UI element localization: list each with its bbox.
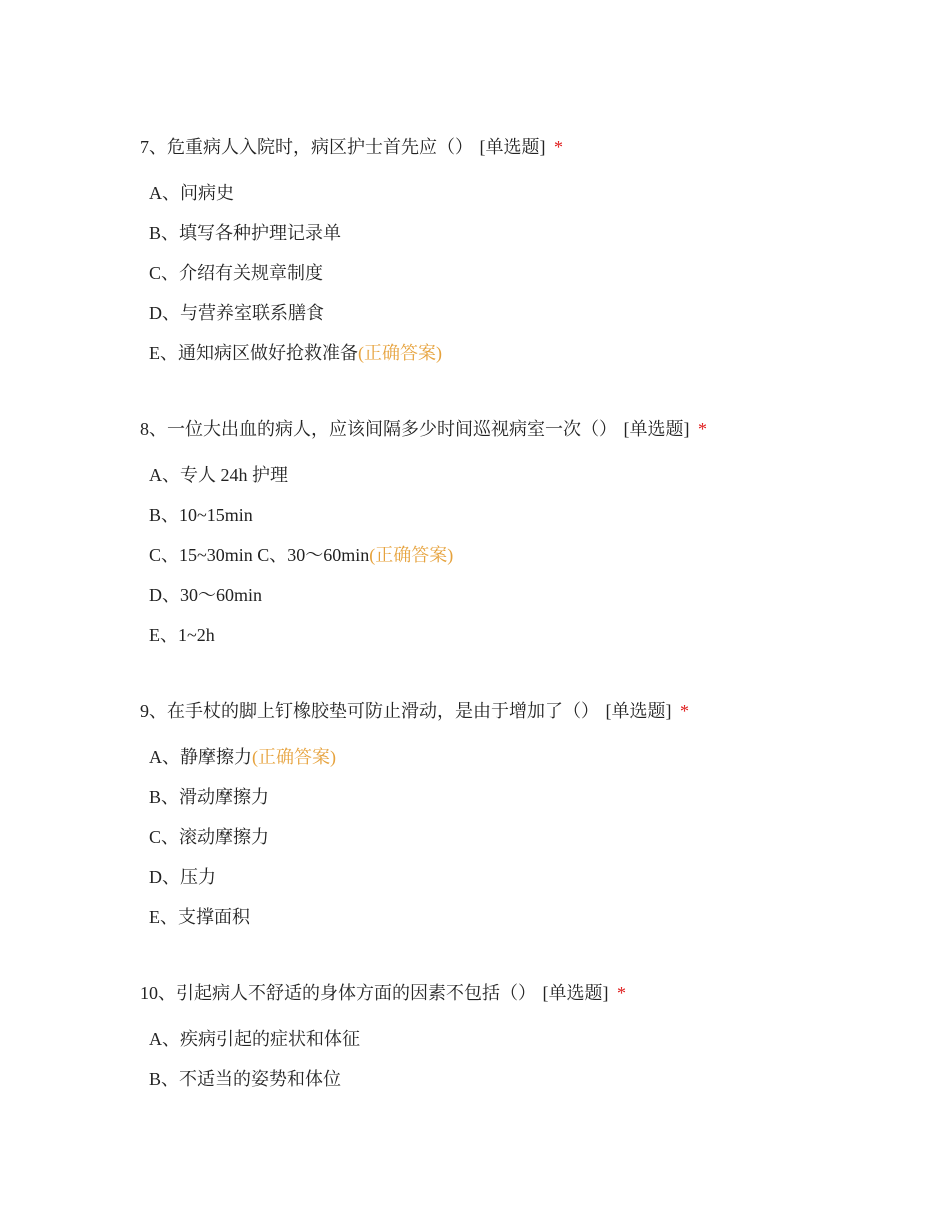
option-a[interactable] (149, 463, 900, 487)
option-c[interactable] (149, 825, 900, 849)
required-mark: * (698, 419, 707, 439)
option-list (140, 181, 900, 365)
option-text: B、滑动摩擦力 (149, 787, 270, 807)
option-text: A、静摩擦力 (149, 747, 252, 767)
question-title (140, 981, 900, 1005)
question-9 (140, 699, 900, 945)
question-title (140, 417, 900, 441)
required-mark: * (680, 701, 689, 721)
question-title (140, 135, 900, 159)
option-text: C、15~30min C、30～60min (149, 545, 370, 565)
option-a[interactable] (149, 181, 900, 205)
option-list (140, 745, 900, 929)
question-text: 8、一位大出血的病人，应该间隔多少时间巡视病室一次（） (140, 419, 617, 439)
correct-answer-tag: (正确答案) (252, 747, 336, 767)
option-text: A、疾病引起的症状和体征 (149, 1029, 360, 1049)
option-list (140, 1027, 900, 1091)
option-text: C、介绍有关规章制度 (149, 263, 324, 283)
option-e[interactable] (149, 341, 900, 365)
option-text: B、10~15min (149, 505, 253, 525)
option-text: D、与营养室联系膳食 (149, 303, 324, 323)
question-text: 7、危重病人入院时，病区护士首先应（） (140, 137, 473, 157)
option-text: E、1~2h (149, 625, 215, 645)
question-text: 10、引起病人不舒适的身体方面的因素不包括（） (140, 983, 536, 1003)
option-a[interactable] (149, 1027, 900, 1051)
question-type: [单选题] (542, 983, 609, 1003)
option-text: E、通知病区做好抢救准备 (149, 343, 358, 363)
option-d[interactable] (149, 865, 900, 889)
option-b[interactable] (149, 221, 900, 245)
question-10 (140, 981, 900, 1107)
option-d[interactable] (149, 301, 900, 325)
question-8 (140, 417, 900, 663)
option-b[interactable] (149, 785, 900, 809)
option-b[interactable] (149, 503, 900, 527)
option-text: A、专人 24h 护理 (149, 465, 288, 485)
option-e[interactable] (149, 905, 900, 929)
option-text: E、支撑面积 (149, 907, 250, 927)
required-mark: * (617, 983, 626, 1003)
question-text: 9、在手杖的脚上钉橡胶垫可防止滑动，是由于增加了（） (140, 701, 599, 721)
option-text: C、滚动摩擦力 (149, 827, 270, 847)
question-type: [单选题] (479, 137, 546, 157)
question-type: [单选题] (623, 419, 690, 439)
option-b[interactable] (149, 1067, 900, 1091)
required-mark: * (554, 137, 563, 157)
question-7 (140, 135, 900, 381)
option-text: B、填写各种护理记录单 (149, 223, 342, 243)
option-text: D、压力 (149, 867, 216, 887)
correct-answer-tag: (正确答案) (369, 545, 454, 565)
option-c[interactable] (149, 543, 900, 567)
option-text: D、30～60min (149, 585, 263, 605)
option-c[interactable] (149, 261, 900, 285)
option-text: A、问病史 (149, 183, 234, 203)
correct-answer-tag: (正确答案) (358, 343, 442, 363)
question-type: [单选题] (605, 701, 672, 721)
question-title (140, 699, 900, 723)
option-list (140, 463, 900, 647)
option-e[interactable] (149, 623, 900, 647)
option-a[interactable] (149, 745, 900, 769)
option-d[interactable] (149, 583, 900, 607)
option-text: B、不适当的姿势和体位 (149, 1069, 342, 1089)
